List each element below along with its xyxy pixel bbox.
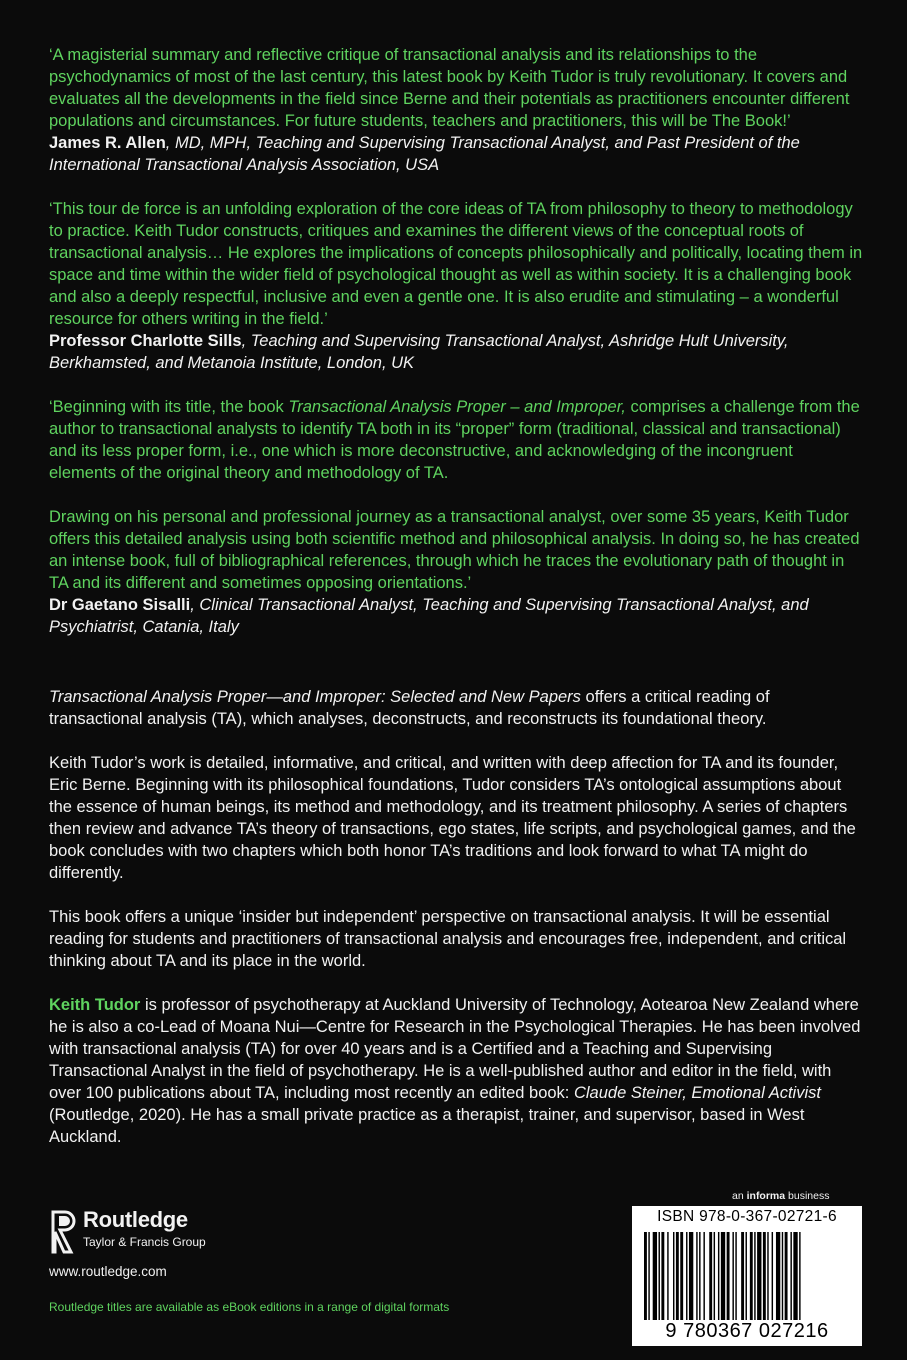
barcode-bar [727,1232,730,1320]
publisher-group: Taylor & Francis Group [83,1235,206,1249]
barcode-bar [735,1232,736,1320]
reviewer-affiliation-3: , Clinical Transactional Analyst, Teaching and Supervising Transactional Analyst, and Psychiatrist, Catania, Italy [49,596,809,636]
ebook-note: Routledge titles are available as eBook editions in a range of digital formats [49,1300,450,1314]
barcode-bar [757,1232,761,1320]
barcode-bar [750,1232,753,1320]
barcode-bar [793,1232,797,1320]
publisher-name: Routledge [83,1207,188,1232]
routledge-r-icon [49,1208,77,1256]
author-name: Keith Tudor [49,996,141,1014]
barcode-bar [754,1232,755,1320]
isbn-label: ISBN 978-0-367-02721-6 [657,1208,837,1225]
review-attribution-1 [49,132,864,176]
barcode-bar [763,1232,766,1320]
barcode-bar [667,1232,668,1320]
reviewer-name-2: Professor Charlotte Sills [49,332,242,350]
barcode-bar [673,1232,674,1320]
barcode-digits: 9 780367 027216 [665,1320,829,1342]
barcode-bar [799,1232,800,1320]
barcode-bar [648,1232,649,1320]
barcode-bar [776,1232,780,1320]
review-quote-3b: Drawing on his personal and professional journey as a transactional analyst, over some 35 years, Keith Tudor offers this detailed analysis using both scientific method and philosophical analysis. In doing so, he has created an intense book, full of bibliographical references, through which he traces the evolutionary path of thought in TA and its different and sometimes opposing orientations.’ [49,508,860,592]
informa-tagline: an informa business [732,1190,830,1202]
back-cover-text [49,44,864,1148]
reviewer-affiliation-2: , Teaching and Supervising Transactional Analyst, Ashridge Hult University, Berkhamsted, and Metanoia Institute, London, UK [49,332,789,372]
barcode-bar [659,1232,660,1320]
barcode-bar [732,1232,733,1320]
description-paragraph-2: Keith Tudor’s work is detailed, informative, and critical, and written with deep affection for TA and its founder, Eric Berne. Beginning with its philosophical foundations, Tudor considers TA’s ontological assumptions about the essence of human beings, its method and methodology, and its treatment philosophy. A series of chapters then review and advance TA’s theory of transactions, ego states, life scripts, and psychological games, and the book concludes with two chapters which both honor TA’s traditions and look forward to what TA might do differently. [49,754,856,882]
quoted-book-title: Transactional Analysis Proper – and Improper, [288,398,626,416]
barcode-bar [653,1232,657,1320]
description-paragraph-3: This book offers a unique ‘insider but independent’ perspective on transactional analysis. It will be essential reading for students and practitioners of transactional analysis and encourages free, independent, and critical thinking about TA and its place in the world. [49,908,847,970]
barcode-bar [696,1232,697,1320]
reviewer-affiliation-1: , MD, MPH, Teaching and Supervising Transactional Analyst, and Past President of the International Transactional Analysis Association, USA [49,134,800,174]
description-paragraph-1: Transactional Analysis Proper—and Improper: Selected and New Papers offers a critical reading of transactional analysis (TA), which analyses, deconstructs, and reconstructs its foundational theory. [49,688,770,728]
barcode-bar [686,1232,687,1320]
routledge-logo [49,1208,206,1256]
barcode-bar [718,1232,719,1320]
review-attribution-2 [49,330,864,374]
reviewer-name-1: James R. Allen [49,134,166,152]
barcode-bar [790,1232,791,1320]
reviewer-name-3: Dr Gaetano Sisalli [49,596,191,614]
review-quote-2: ‘This tour de force is an unfolding exploration of the core ideas of TA from philosophy to theory to methodology to practice. Keith Tudor constructs, critiques and examines the different views of the conceptual roots of transactional analysis… He explores the implications of concepts philosophically and politically, locating them in space and time within the wider field of psychological thought as well as within society. It is a challenging book and also a deeply respectful, inclusive and even a gentle one. It is also erudite and stimulating – a wonderful resource for others writing in the field.’ [49,200,863,328]
cover-footer [49,1188,864,1348]
barcode-bar [785,1232,788,1320]
barcode-bar [714,1232,715,1320]
barcode-bar [661,1232,664,1320]
barcode-bar [699,1232,700,1320]
barcode-bar [644,1232,647,1320]
review-quote-3a: ‘Beginning with its title, the book Transactional Analysis Proper – and Improper, comprises a challenge from the author to transactional analysts to identify TA both in its “proper” form (traditional, classical and transactional) and its less proper form, i.e., one which is more deconstructive, and acknowledging of the incongruent elements of the original theory and methodology of TA. [49,398,860,482]
author-recent-book: Claude Steiner, Emotional Activist [573,1084,821,1102]
publisher-url: www.routledge.com [49,1264,167,1279]
barcode-bar [703,1232,704,1320]
book-title: Transactional Analysis Proper—and Improper: Selected and New Papers [49,688,581,706]
barcode-bar [721,1232,725,1320]
barcode-bar [782,1232,783,1320]
review-quote-1: ‘A magisterial summary and reflective critique of transactional analysis and its relationships to the psychodynamics of most of the last century, this latest book by Keith Tudor is truly revolutionary. It covers and evaluates all the developments in the field since Berne and their potentials as practitioners encounter different populations and circumstances. For future students, teachers and practitioners, this will be The Book!’ [49,46,850,130]
barcode-bar [741,1232,744,1320]
barcode-bar [689,1232,693,1320]
review-attribution-3 [49,594,864,638]
barcode-bars-icon [640,1232,854,1320]
isbn-barcode [632,1206,862,1346]
barcode-bar [767,1232,768,1320]
barcode-bar [676,1232,679,1320]
barcode-bar [772,1232,773,1320]
barcode-bar [709,1232,712,1320]
author-bio: Keith Tudor is professor of psychotherapy at Auckland University of Technology, Aotearoa New Zealand where he is also a co-Lead of Moana Nui—Centre for Research in the Psychological Therapies. He has been involved with transactional analysis (TA) for over 40 years and is a Certified and a Teaching and Supervising Transactional Analyst in the field of psychotherapy. He is a well-published author and editor in the field, with over 100 publications about TA, including most recently an edited book: Claude Steiner, Emotional Activist (Routledge, 2020). He has a small private practice as a therapist, trainer, and supervisor, based in West Auckland. [49,996,861,1146]
barcode-bar [746,1232,747,1320]
barcode-bar [680,1232,683,1320]
